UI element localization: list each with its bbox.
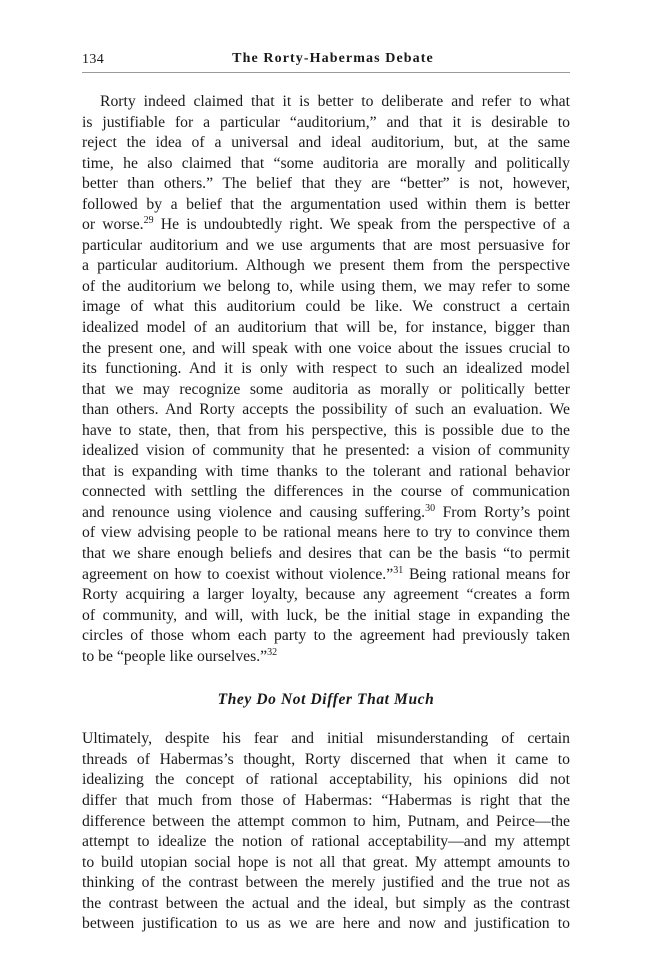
text-fragment: or worse. [82,216,144,234]
text-fragment: Being rational means for [403,565,571,583]
text-line: idealized vision of community that he presented: a vision of community [82,442,570,460]
body-paragraph-1 [82,92,570,667]
text-line [82,565,570,586]
book-page [82,50,570,935]
text-line: a particular auditorium. Although we present them from the perspective [82,257,570,275]
text-line: threads of Habermas’s thought, Rorty discerned that when it came to [82,750,570,768]
text-line: of community, and will, with luck, be the initial stage in expanding the [82,606,570,624]
text-fragment: and renounce using violence and causing suffering. [82,503,426,521]
text-line: have to state, then, that from his perspective, this is possible due to the [82,421,570,439]
text-line: than others. And Rorty accepts the possibility of such an evaluation. We [82,401,570,419]
text-line: idealized model of an auditorium that will be, for instance, bigger than [82,319,570,337]
text-line: image of what this auditorium could be like. We construct a certain [82,298,570,316]
text-line: that we share enough beliefs and desires that can be the basis “to permit [82,545,570,563]
text-line: better than others.” The belief that they are “better” is not, however, [82,175,570,193]
footnote-ref-29: 29 [143,215,154,227]
body-paragraph-2 [82,729,570,934]
footnote-ref-32: 32 [267,646,278,658]
text-fragment: He is undoubtedly right. We speak from the perspective of a [153,216,570,234]
text-line: Rorty acquiring a larger loyalty, because any agreement “creates a form [82,586,570,604]
running-title: The Rorty-Habermas Debate [232,51,434,66]
text-line [82,503,570,524]
text-line: Rorty indeed claimed that it is better to deliberate and refer to what [100,93,570,110]
text-line: connected with settling the differences in the course of communication [82,483,570,501]
text-line: the contrast between the actual and the ideal, but simply as the contrast [82,894,570,912]
text-line: time, he also claimed that “some auditoria are morally and politically [82,154,570,172]
text-line: to build utopian social hope is not all that great. My attempt amounts to [82,853,570,871]
text-fragment: From Rorty’s point [435,503,570,521]
text-fragment: agreement on how to coexist without violence.” [82,565,394,583]
text-line: followed by a belief that the argumentation used within them is better [82,195,570,213]
text-line: that we may recognize some auditoria as morally or politically better [82,380,570,398]
text-line: of view advising people to be rational means here to try to convince them [82,524,570,542]
running-header [82,50,570,73]
text-line: attempt to idealize the notion of rational acceptability—and my attempt [82,833,570,851]
text-line: Ultimately, despite his fear and initial misunderstanding of certain [82,730,570,748]
text-line: its functioning. And it is only with respect to such an idealized model [82,360,570,378]
footnote-ref-30: 30 [425,502,436,514]
text-line: the present one, and will speak with one voice about the issues crucial to [82,339,570,357]
text-line [82,215,570,236]
text-line: that is expanding with time thanks to the tolerant and rational behavior [82,462,570,480]
text-line: circles of those whom each party to the agreement had previously taken [82,627,570,645]
text-line: of the auditorium we belong to, while using them, we may refer to some [82,277,570,295]
footnote-ref-31: 31 [393,564,404,576]
text-line [82,647,570,668]
text-line: thinking of the contrast between the merely justified and the true not as [82,874,570,892]
text-line: is justifiable for a particular “auditorium,” and that it is desirable to [82,113,570,131]
text-line: differ that much from those of Habermas: “Habermas is right that the [82,791,570,809]
text-line: idealizing the concept of rational acceptability, his opinions did not [82,771,570,789]
page-number: 134 [82,52,105,67]
text-line: between justification to us as we are here and now and justification to [82,915,570,933]
text-line: particular auditorium and we use arguments that are most persuasive for [82,236,570,254]
text-fragment: to be “people like ourselves.” [82,647,268,665]
section-heading: They Do Not Differ That Much [217,691,435,709]
text-line: reject the idea of a universal and ideal auditorium, but, at the same [82,134,570,152]
text-line: difference between the attempt common to him, Putnam, and Peirce—the [82,812,570,830]
